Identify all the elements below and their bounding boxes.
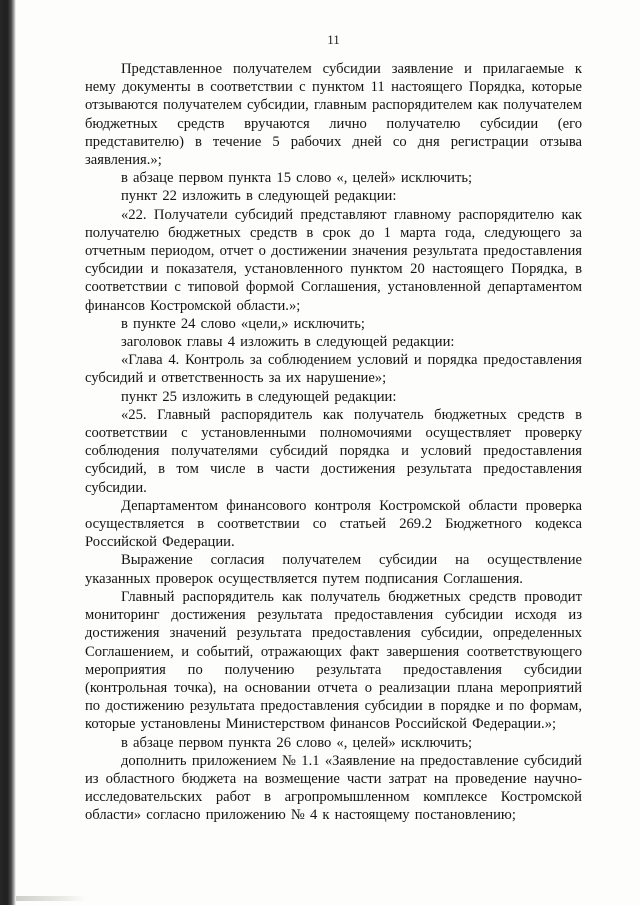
paragraph: пункт 25 изложить в следующей редакции: — [121, 388, 397, 405]
scan-artifact — [16, 896, 86, 901]
paragraph: в абзаце первом пункта 26 слово «, целей» исключить; — [121, 734, 473, 751]
paragraph: «25. Главный распорядитель как получатель бюджетных средств в соответствии с установленными полномочиями осуществляет проверку соблюдения получателями субсидий порядка и условий предоставления субсидий, в том числе в части достижения результата предоставления субсидии. — [85, 406, 582, 496]
paragraph: пункт 22 изложить в следующей редакции: — [121, 188, 397, 205]
paragraph: дополнить приложением № 1.1 «Заявление на предоставление субсидий из областного бюджета на возмещение части затрат на проведение научно-исследовательских работ в агропромышленном комплексе Костромской области» согласно приложению № 4 к настоящему постановлению; — [85, 752, 582, 824]
paragraph: в абзаце первом пункта 15 слово «, целей» исключить; — [121, 170, 473, 187]
paragraph: «Глава 4. Контроль за соблюдением условий и порядка предоставления субсидий и ответственность за их нарушение»; — [85, 352, 582, 387]
paragraph: Выражение согласия получателем субсидии на осуществление указанных проверок осуществляется путем подписания Соглашения. — [85, 552, 582, 587]
paragraph: Департаментом финансового контроля Костромской области проверка осуществляется в соответствии со статьей 269.2 Бюджетного кодекса Российской Федерации. — [85, 497, 582, 551]
paragraph: заголовок главы 4 изложить в следующей редакции: — [121, 334, 455, 351]
paragraph: Представленное получателем субсидии заявление и прилагаемые к нему документы в соответствии с пунктом 11 настоящего Порядка, которые отзываются получателем субсидии, главным распорядителем как получателем бюджетных средств вручаются лично получателю субсидии (его представителю) в течение 5 рабочих дней со дня регистрации отзыва заявления.»; — [85, 61, 582, 169]
page-content — [85, 32, 582, 825]
paragraph: Главный распорядитель как получатель бюджетных средств проводит мониторинг достижения результата предоставления субсидии исходя из достижения значений результата предоставления субсидии, определенных Соглашением, и событий, отражающих факт завершения соответствующего мероприятия по получению результата предоставления субсидии (контрольная точка), на основании отчета о реализации плана мероприятий по достижению результата предоставления субсидии в порядке и по формам, которые установлены Министерством финансов Российской Федерации.»; — [85, 588, 582, 733]
paragraph: в пункте 24 слово «цели,» исключить; — [121, 315, 365, 332]
scan-edge-shadow — [0, 0, 16, 905]
paragraph: «22. Получатели субсидий представляют главному распорядителю как получателю бюджетных средств в срок до 1 марта года, следующего за отчетным периодом, отчет о достижении значения результата предоставления субсидии и показателя, установленного пунктом 20 настоящего Порядка, в соответствии с типовой формой Соглашения, установленной департаментом финансов Костромской области.»; — [85, 206, 582, 314]
page-number: 11 — [327, 32, 340, 47]
